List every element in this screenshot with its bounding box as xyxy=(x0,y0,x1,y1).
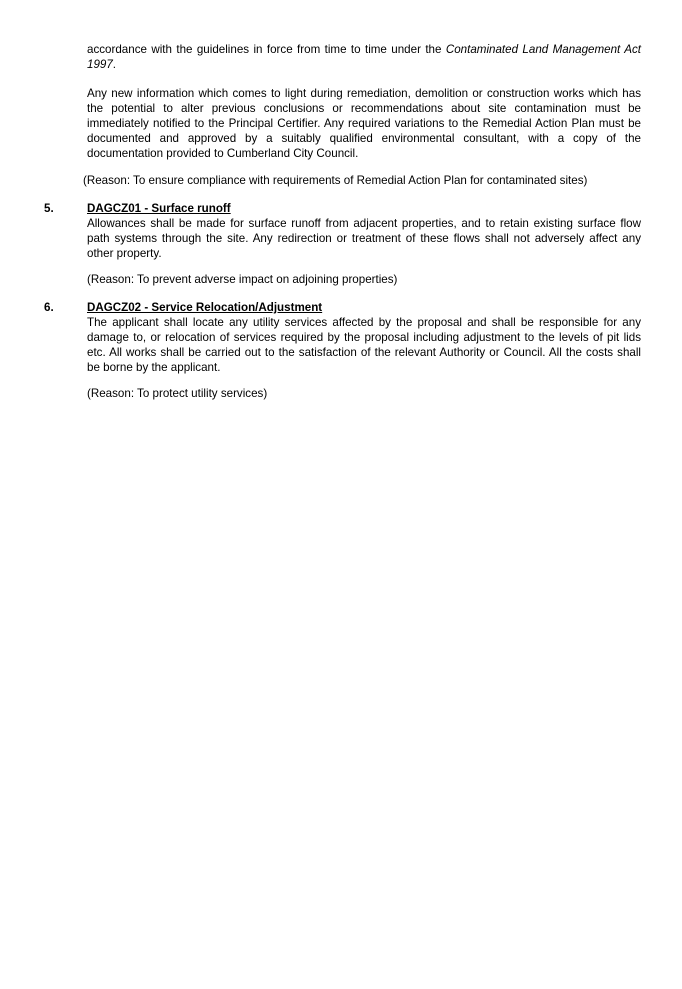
continued-text: accordance with the guidelines in force from time to time under the xyxy=(87,43,446,56)
item-number-6: 6. xyxy=(44,301,54,314)
condition-heading-6: DAGCZ02 - Service Relocation/Adjustment xyxy=(87,301,323,314)
reason-remedial-text: (Reason: To ensure compliance with requirements of Remedial Action Plan for contaminated sites) xyxy=(83,174,588,187)
reason-surface-runoff-text: (Reason: To prevent adverse impact on adjoining properties) xyxy=(87,273,398,286)
condition-item-6 xyxy=(87,300,641,375)
condition-body-5: Allowances shall be made for surface runoff from adjacent properties, and to retain existing surface flow path systems through the site. Any redirection or treatment of these flows shall not adversely affect any other property. xyxy=(87,217,641,260)
item-number-5: 5. xyxy=(44,202,54,215)
condition-item-5 xyxy=(87,201,641,261)
new-information-paragraph xyxy=(87,86,641,161)
condition-body-6: The applicant shall locate any utility services affected by the proposal and shall be responsible for any damage to, or relocation of services required by the proposal including adjustment to the levels of pit lids etc. All works shall be carried out to the satisfaction of the relevant Authority or Council. All the costs shall be borne by the applicant. xyxy=(87,316,641,374)
reason-utility-services-text: (Reason: To protect utility services) xyxy=(87,387,268,400)
condition-heading-5: DAGCZ01 - Surface runoff xyxy=(87,202,231,215)
continued-text-end: . xyxy=(112,58,117,71)
reason-remedial xyxy=(83,173,643,188)
reason-utility-services xyxy=(87,386,641,401)
continued-paragraph xyxy=(87,42,641,72)
reason-surface-runoff xyxy=(87,272,641,287)
act-title: Contaminated Land Management Act 1997 xyxy=(87,43,641,71)
new-information-text: Any new information which comes to light during remediation, demolition or construction works which has the potential to alter previous conclusions or recommendations about site contamination must be immediately notified to the Principal Certifier. Any required variations to the Remedial Action Plan must be documented and approved by a suitably qualified environmental consultant, with a copy of the documentation provided to Cumberland City Council. xyxy=(87,87,641,160)
